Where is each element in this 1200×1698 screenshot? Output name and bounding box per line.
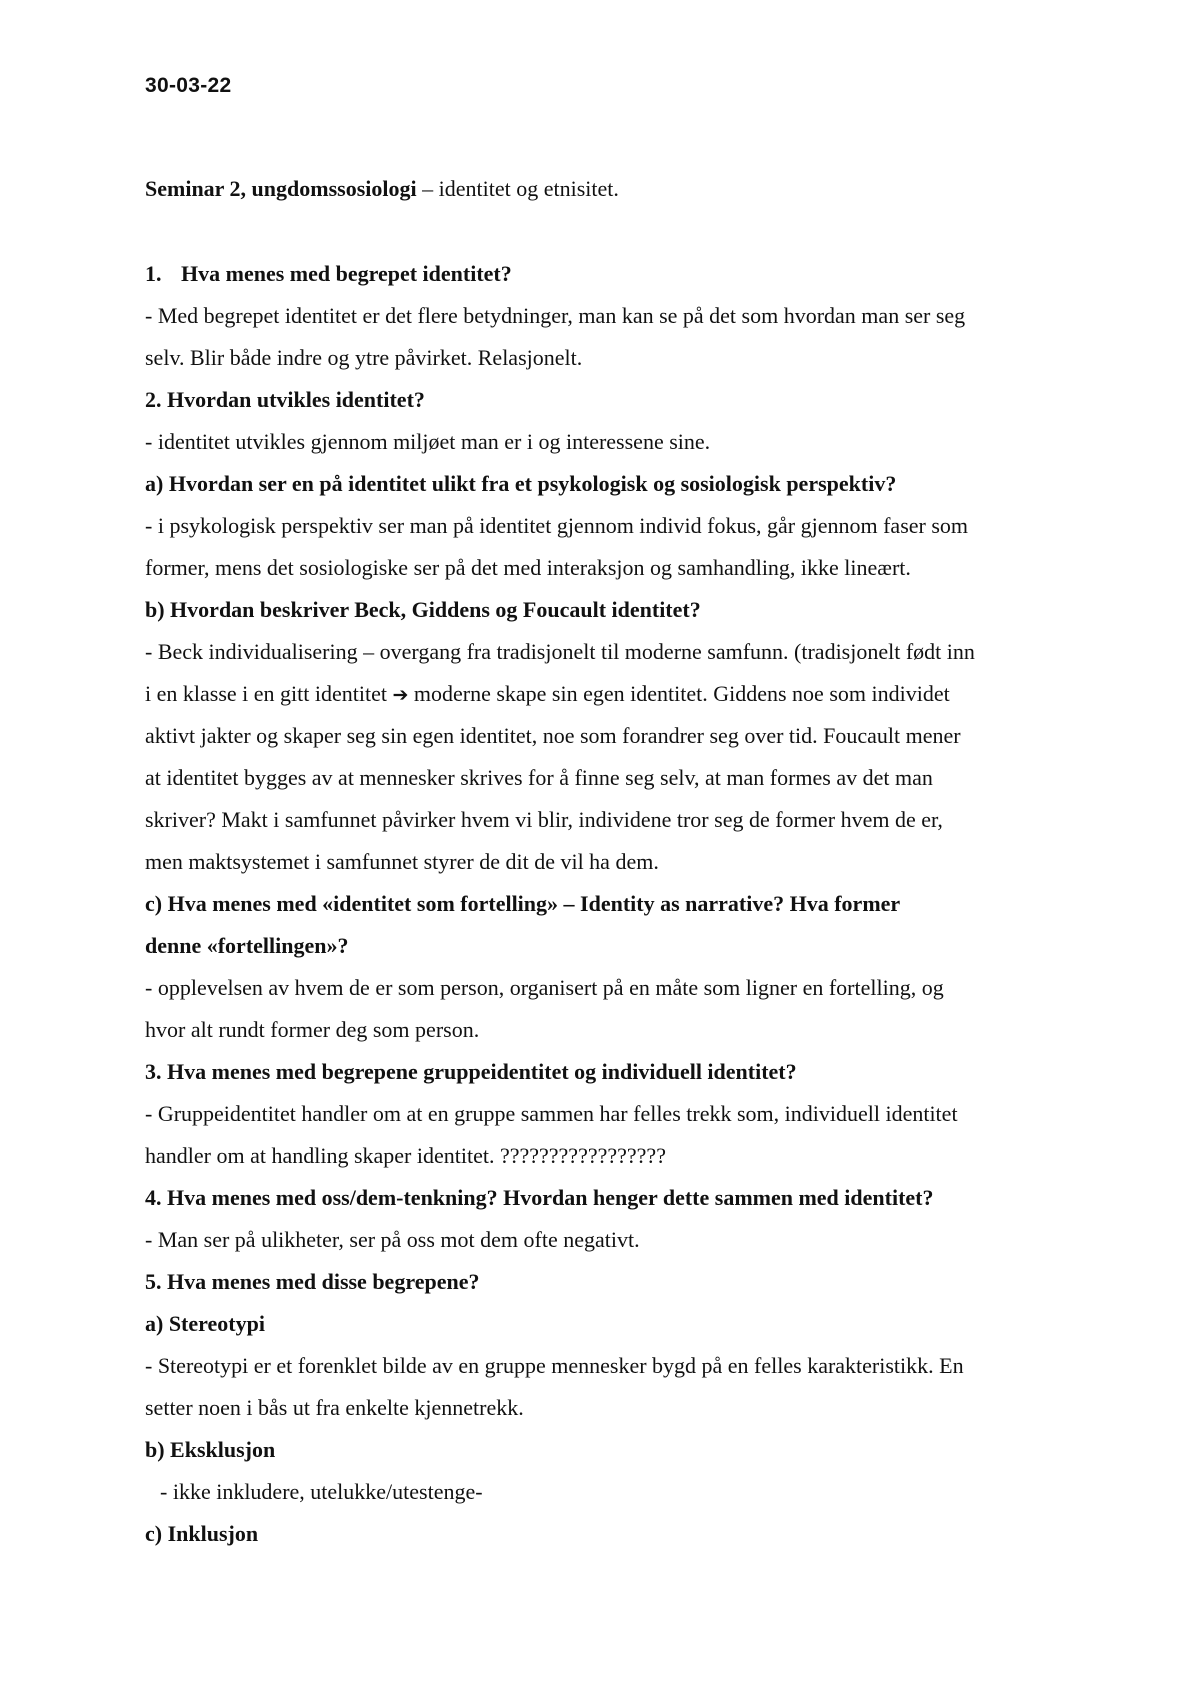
answer-4: - Man ser på ulikheter, ser på oss mot dem ofte negativt. [145, 1227, 640, 1252]
title-rest: – identitet og etnisitet. [416, 176, 619, 201]
question-2: 2. Hvordan utvikles identitet? [145, 387, 425, 412]
document-date: 30-03-22 [145, 74, 232, 97]
answer-1-line-2: selv. Blir både indre og ytre påvirket. Relasjonelt. [145, 345, 583, 370]
title-bold: Seminar 2, ungdomssosiologi [145, 176, 417, 201]
answer-3-line-2: handler om at handling skaper identitet. ????????????????? [145, 1143, 666, 1168]
question-5c: c) Inklusjon [145, 1521, 259, 1546]
answer-3-line-1: - Gruppeidentitet handler om at en gruppe sammen har felles trekk som, individuell identitet [145, 1101, 958, 1126]
document-title [145, 175, 619, 203]
question-2c-line-1: c) Hva menes med «identitet som fortelling» – Identity as narrative? Hva former [145, 891, 901, 916]
answer-5a-line-1: - Stereotypi er et forenklet bilde av en gruppe mennesker bygd på en felles karakteristikk. En [145, 1353, 964, 1378]
question-5: 5. Hva menes med disse begrepene? [145, 1269, 480, 1294]
answer-2b-line-5: skriver? Makt i samfunnet påvirker hvem vi blir, individene tror seg de former hvem de er, [145, 807, 943, 832]
answer-1-line-1: - Med begrepet identitet er det flere betydninger, man kan se på det som hvordan man ser seg [145, 303, 966, 328]
answer-2b-line-1: - Beck individualisering – overgang fra tradisjonelt til moderne samfunn. (tradisjonelt født inn [145, 639, 975, 664]
question-2c-line-2: denne «fortellingen»? [145, 933, 349, 958]
answer-5a-line-2: setter noen i bås ut fra enkelte kjennetrekk. [145, 1395, 524, 1420]
question-2a: a) Hvordan ser en på identitet ulikt fra et psykologisk og sosiologisk perspektiv? [145, 471, 897, 496]
answer-2b-line-2 [145, 673, 1075, 715]
answer-2b-line-3: aktivt jakter og skaper seg sin egen identitet, noe som forandrer seg over tid. Foucault mener [145, 723, 961, 748]
question-3: 3. Hva menes med begrepene gruppeidentitet og individuell identitet? [145, 1059, 797, 1084]
question-4: 4. Hva menes med oss/dem-tenkning? Hvordan henger dette sammen med identitet? [145, 1185, 934, 1210]
right-arrow-icon: ➔ [392, 684, 409, 706]
question-1 [145, 253, 1075, 295]
answer-2: - identitet utvikles gjennom miljøet man er i og interessene sine. [145, 429, 711, 454]
answer-2b-line-6: men maktsystemet i samfunnet styrer de dit de vil ha dem. [145, 849, 659, 874]
answer-5b: - ikke inkludere, utelukke/utestenge- [160, 1479, 483, 1504]
question-2b: b) Hvordan beskriver Beck, Giddens og Foucault identitet? [145, 597, 701, 622]
answer-2a-line-1: - i psykologisk perspektiv ser man på identitet gjennom individ fokus, går gjennom faser som [145, 513, 969, 538]
document-body [145, 253, 1075, 1555]
question-5b: b) Eksklusjon [145, 1437, 276, 1462]
answer-2a-line-2: former, mens det sosiologiske ser på det med interaksjon og samhandling, ikke lineært. [145, 555, 911, 580]
question-1-number: 1. [145, 261, 162, 286]
answer-2b-line-2-start: i en klasse i en gitt identitet [145, 681, 393, 706]
question-1-text: Hva menes med begrepet identitet? [181, 261, 512, 286]
answer-2c-line-1: - opplevelsen av hvem de er som person, organisert på en måte som ligner en fortelling, og [145, 975, 944, 1000]
answer-2c-line-2: hvor alt rundt former deg som person. [145, 1017, 480, 1042]
question-5a: a) Stereotypi [145, 1311, 265, 1336]
answer-2b-line-2-end: moderne skape sin egen identitet. Giddens noe som individet [408, 681, 950, 706]
answer-2b-line-4: at identitet bygges av at mennesker skrives for å finne seg selv, at man formes av det man [145, 765, 933, 790]
